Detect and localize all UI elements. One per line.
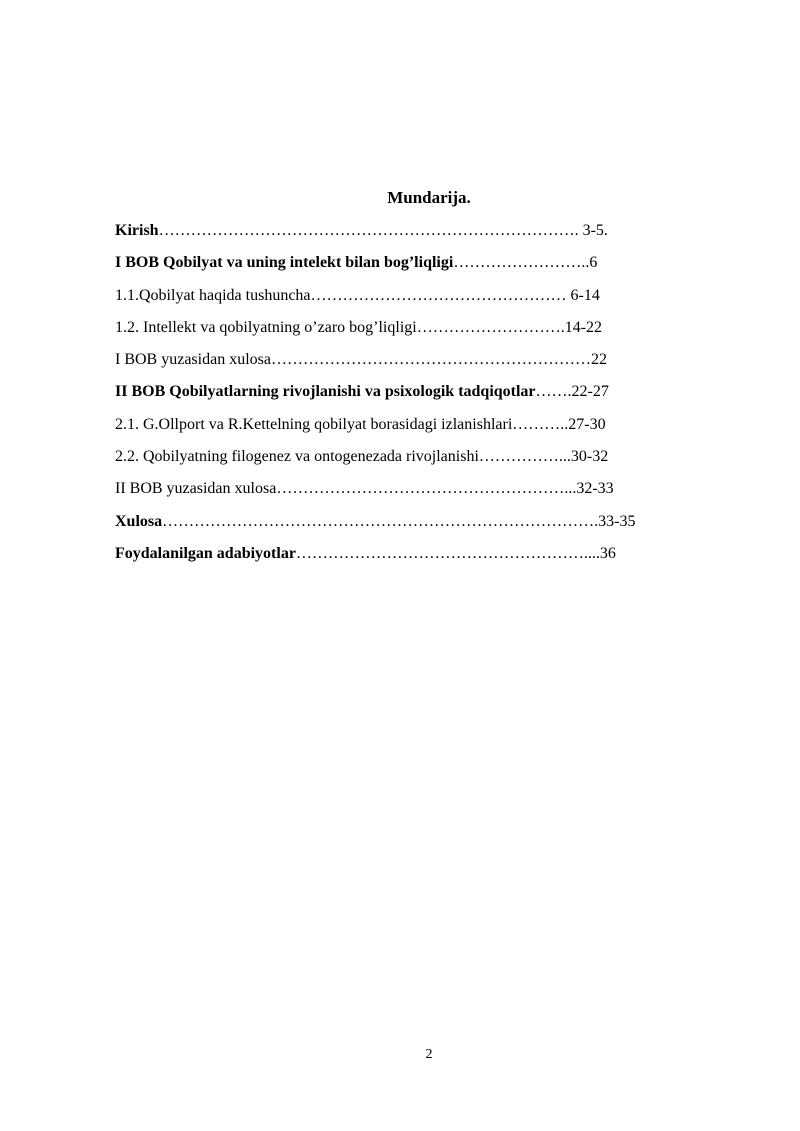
page-number: 2 xyxy=(425,1047,433,1062)
toc-entry-leader: ………………………. xyxy=(416,318,565,336)
toc-entry-label: 2.2. Qobilyatning filogenez va ontogenezada rivojlanishi xyxy=(115,448,479,466)
toc-entry-label: I BOB yuzasidan xulosa xyxy=(115,351,271,369)
toc-entry-page: 27-30 xyxy=(568,415,606,433)
toc-entry-leader: ………………………………………………... xyxy=(276,480,577,498)
toc-entry-leader: ……………………………………………….... xyxy=(295,544,600,562)
toc-entry-leader: ……….. xyxy=(512,415,569,433)
toc-entry-chapter-1-conclusion xyxy=(115,349,715,381)
toc-entry-chapter-2-conclusion xyxy=(115,478,715,510)
table-of-contents xyxy=(115,220,715,575)
toc-title: Mundarija. xyxy=(387,188,471,207)
toc-entry-page: 22 xyxy=(590,351,607,369)
toc-entry-label: Kirish xyxy=(115,222,159,239)
toc-entry-section-1-1 xyxy=(115,285,715,317)
toc-entry-label: II BOB Qobilyatlarning rivojlanishi va psixologik tadqiqotlar xyxy=(115,383,536,401)
toc-entry-page: 14-22 xyxy=(564,318,603,336)
toc-entry-leader: …………………….. xyxy=(453,254,590,272)
toc-entry-chapter-2 xyxy=(115,381,715,413)
toc-entry-section-2-1 xyxy=(115,414,715,446)
toc-entry-page: 30-32 xyxy=(570,448,609,466)
toc-entry-leader: ……………... xyxy=(478,448,571,466)
toc-entry-leader: ……. xyxy=(535,383,572,401)
toc-entry-section-1-2 xyxy=(115,317,715,349)
toc-entry-leader: ………………………………………………………………………. xyxy=(162,512,599,530)
toc-entry-label: 1.1.Qobilyat haqida tushuncha xyxy=(115,286,311,304)
toc-entry-page: 6 xyxy=(589,254,598,272)
toc-entry-leader: …………………………………………………… xyxy=(270,351,591,369)
toc-entry-label: Xulosa xyxy=(115,512,163,530)
toc-entry-page: 22-27 xyxy=(571,383,609,401)
toc-entry-section-2-2 xyxy=(115,446,715,478)
toc-entry-label: I BOB Qobilyat va uning intelekt bilan bog’liqligi xyxy=(115,254,454,272)
toc-entry-page: 6-14 xyxy=(566,286,600,304)
toc-entry-page: 36 xyxy=(599,544,616,562)
toc-entry-page: 32-33 xyxy=(576,480,614,498)
toc-entry-leader: ……………………………………………………………………. xyxy=(158,222,579,239)
toc-entry-page: 3-5. xyxy=(578,222,608,239)
toc-entry-label: 2.1. G.Ollport va R.Kettelning qobilyat borasidagi izlanishlari xyxy=(115,415,513,433)
toc-entry-page: 33-35 xyxy=(598,512,636,530)
toc-entry-references xyxy=(115,543,715,575)
toc-entry-leader: ………………………………………… xyxy=(310,286,567,304)
toc-entry-xulosa xyxy=(115,511,715,543)
toc-entry-label: 1.2. Intellekt va qobilyatning o’zaro bog’liqligi xyxy=(115,318,417,336)
toc-entry-label: II BOB yuzasidan xulosa xyxy=(115,480,277,498)
toc-entry-kirish xyxy=(115,220,715,252)
toc-entry-chapter-1 xyxy=(115,252,715,284)
toc-entry-label: Foydalanilgan adabiyotlar xyxy=(115,544,296,562)
